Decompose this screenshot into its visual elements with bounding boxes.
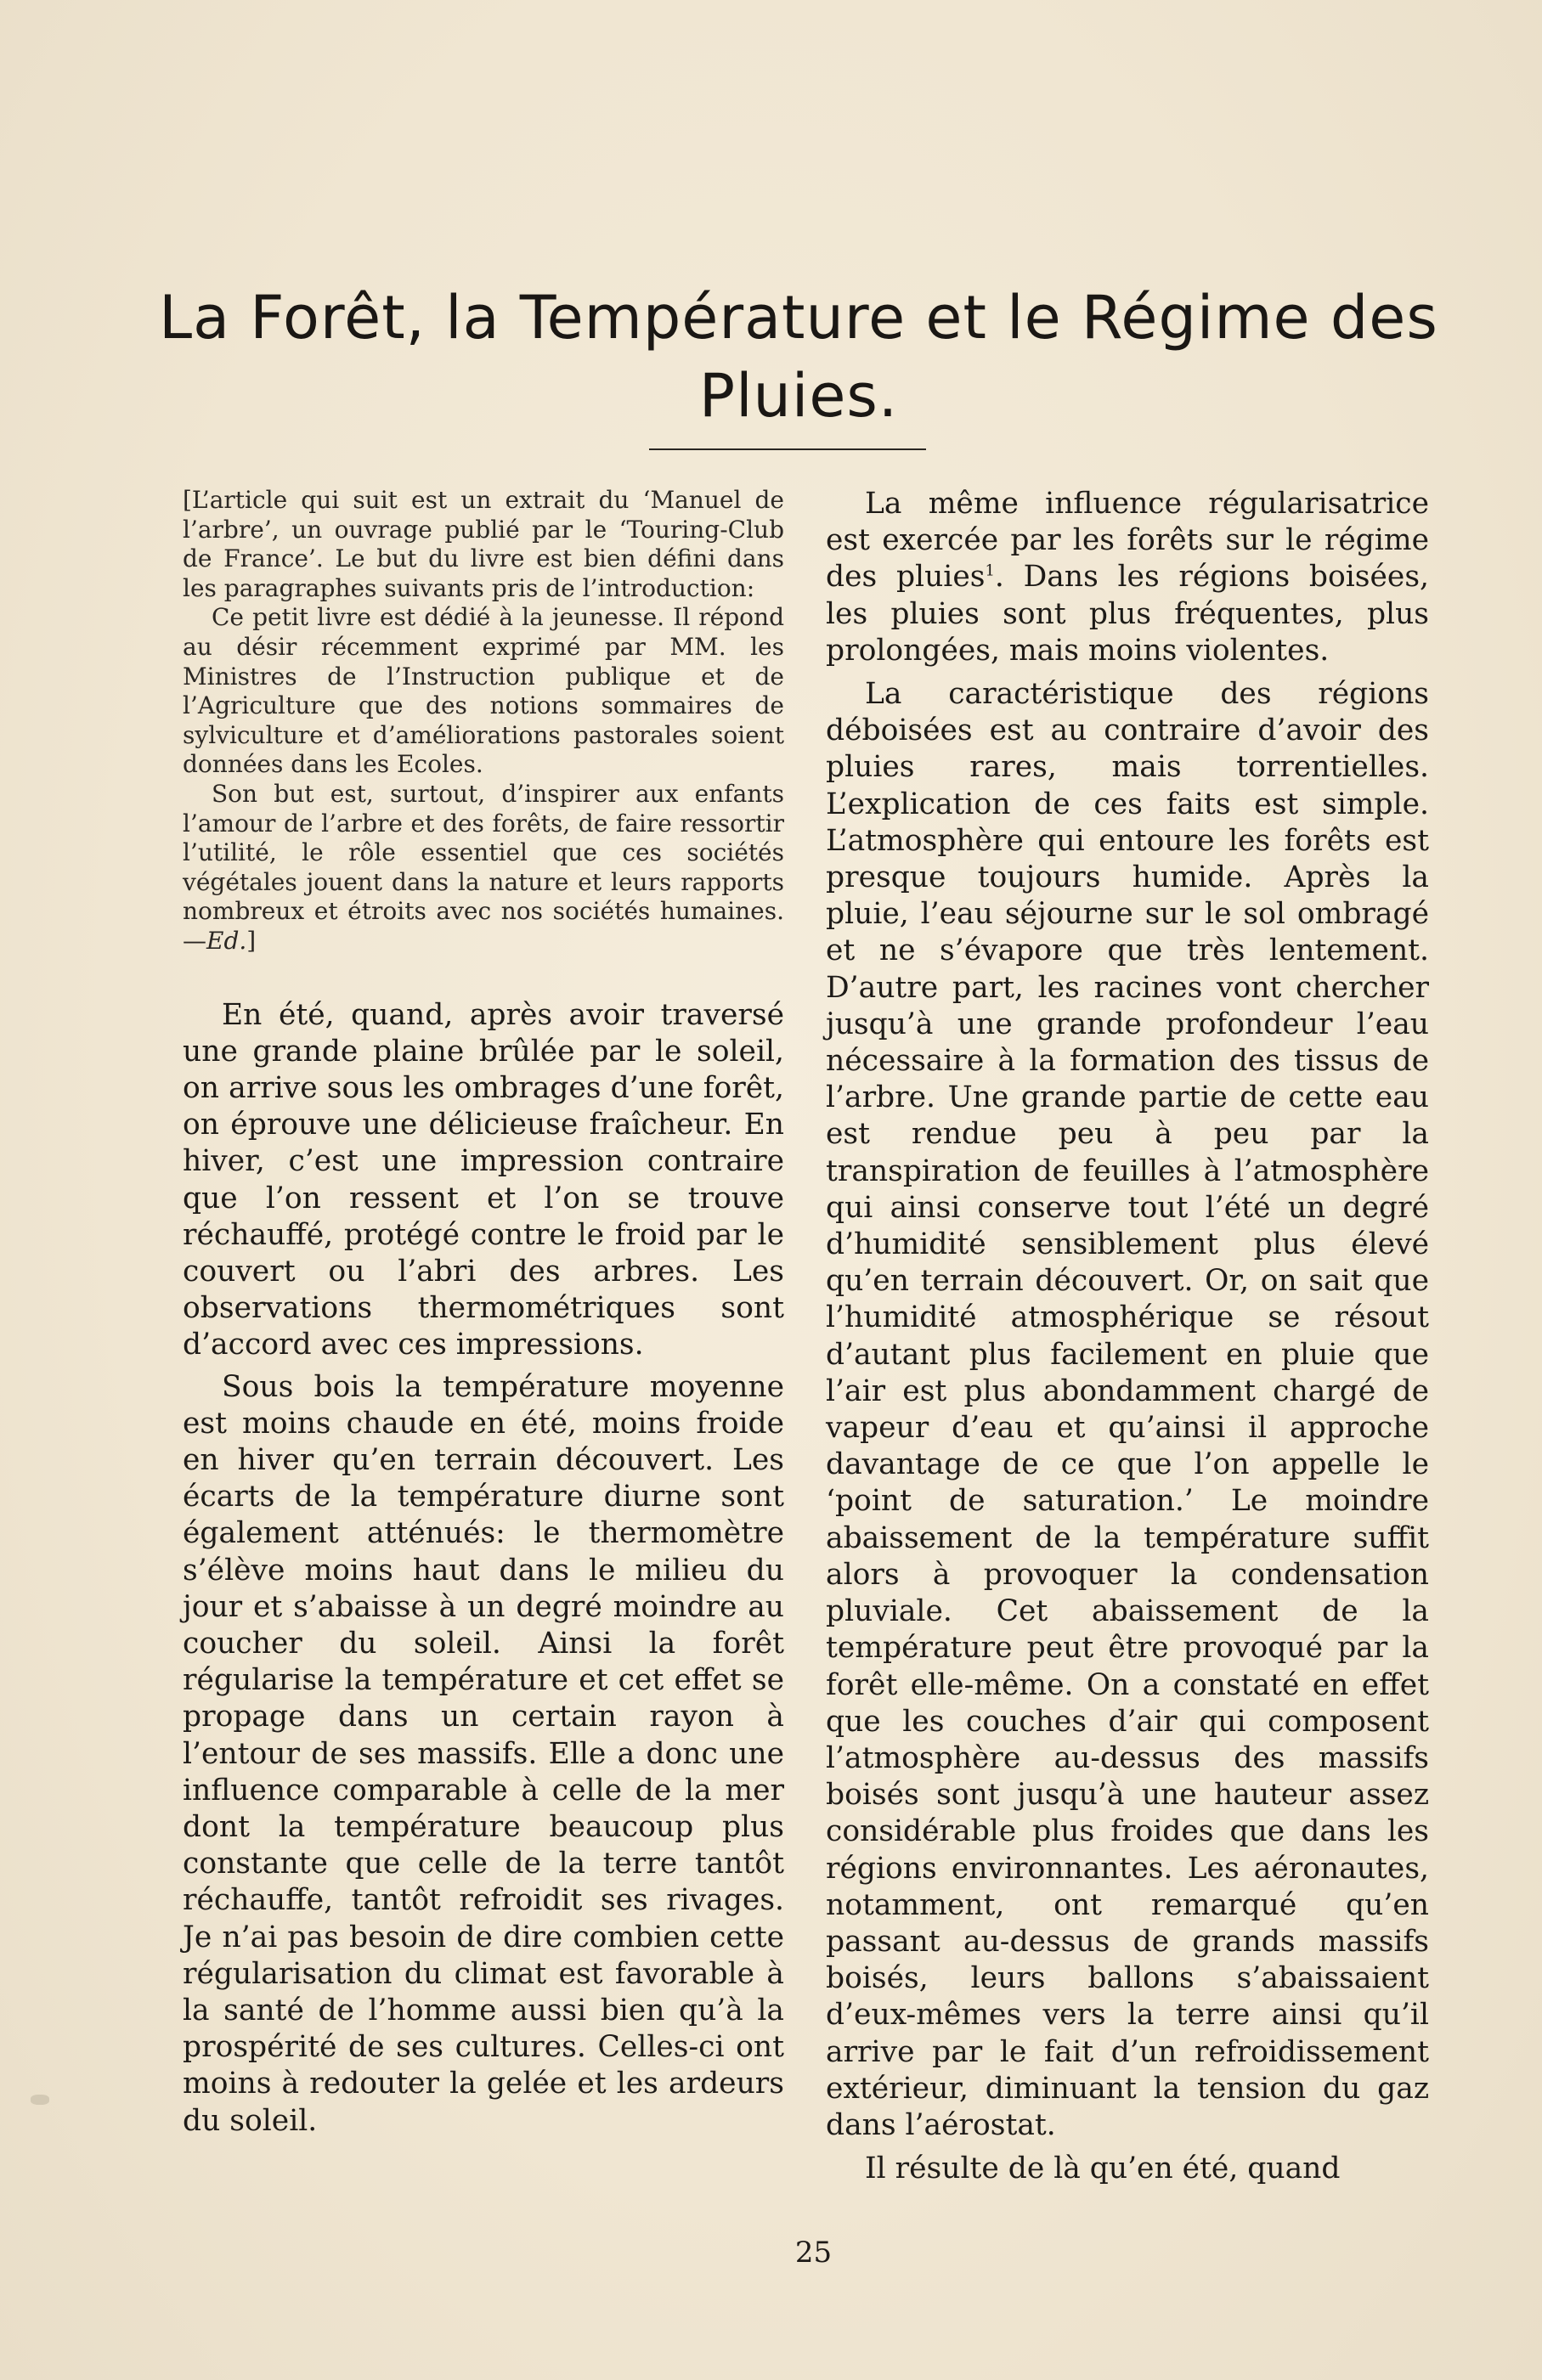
body-paragraph: En été, quand, après avoir traversé une grande plaine brûlée par le soleil, on arrive sous les ombrages d’une forêt, on éprouve une délicieuse fraîcheur. En hiver, c’est une impression contraire que l’on ressent et l’on se trouve réchauffé, protégé contre le froid par le couvert ou l’abri des arbres. Les observations thermométriques sont d’accord avec ces impressions.: [183, 997, 784, 1362]
left-column: [183, 486, 784, 2140]
body-paragraph: [826, 486, 1429, 669]
paper-blemish: [31, 2095, 49, 2105]
body-text: . Dans les régions boisées, les pluies sont plus fréquentes, plus prolongées, mais moins violentes.: [826, 560, 1429, 668]
title-divider: [649, 448, 926, 450]
editor-signature: Ed.: [206, 926, 247, 955]
editor-note-paragraph: [183, 780, 784, 956]
editor-note-bracket: ]: [246, 926, 257, 955]
editor-note-text: Son but est, surtout, d’inspirer aux enfants l’amour de l’arbre et des forêts, de faire ressortir l’utilité, le rôle essentiel que ces sociétés végétales jouent dans la nature et leurs rapports nombreux et étroits avec nos sociétés humaines.—: [183, 779, 784, 955]
editor-note-paragraph: Ce petit livre est dédié à la jeunesse. Il répond au désir récemment exprimé par MM. les Ministres de l’Instruction publique et de l’Agriculture que des notions sommaires de sylviculture et d’améliorations pastorales soient données dans les Ecoles.: [183, 603, 784, 779]
editor-note: [183, 486, 784, 956]
body-text: La même influence régularisatrice est exercée par les forêts sur le régime des pluies: [826, 487, 1429, 595]
left-body-text: [183, 997, 784, 2140]
body-paragraph: Il résulte de là qu’en été, quand: [865, 2152, 1341, 2186]
right-column: [826, 486, 1429, 2187]
editor-note-paragraph: [L’article qui suit est un extrait du ‘Manuel de l’arbre’, un ouvrage publié par le ‘Touring-Club de France’. Le but du livre est bien défini dans les paragraphes suivants pris de l’introduction:: [183, 486, 784, 602]
page-number: 25: [794, 2236, 833, 2270]
body-paragraph: Sous bois la température moyenne est moins chaude en été, moins froide en hiver qu’en terrain découvert. Les écarts de la température diurne sont également atténués: le thermomètre s’élève moins haut dans le milieu du jour et s’abaisse à un degré moindre au coucher du soleil. Ainsi la forêt régularise la température et cet effet se propage dans un certain rayon à l’entour de ses massifs. Elle a donc une influence comparable à celle de la mer dont la température beaucoup plus constante que celle de la terre tantôt réchauffe, tantôt refroidit ses rivages. Je n’ai pas besoin de dire combien cette régularisation du climat est favorable à la santé de l’homme aussi bien qu’à la prospérité de ses cultures. Celles-ci ont moins à redouter la gelée et les ardeurs du soleil.: [183, 1369, 784, 2138]
body-paragraph: La caractéristique des régions déboisées est au contraire d’avoir des pluies rares, mais torrentielles. L’explication de ces faits est simple. L’atmosphère qui entoure les forêts est presque toujours humide. Après la pluie, l’eau séjourne sur le sol ombragé et ne s’évapore que très lentement. D’autre part, les racines vont chercher jusqu’à une grande profondeur l’eau nécessaire à la formation des tissus de l’arbre. Une grande partie de cette eau est rendue peu à peu par la transpiration de feuilles à l’atmosphère qui ainsi conserve tout l’été un degré d’humidité sensiblement plus élevé qu’en terrain découvert. Or, on sait que l’humidité atmosphérique se résout d’autant plus facilement en pluie que l’air est plus abondamment chargé de vapeur d’eau et qu’ainsi il approche davantage de ce que l’on appelle le ‘point de saturation.’ Le moindre abaissement de la température suffit alors à provoquer la condensation pluviale. Cet abaissement de la température peut être provoqué par la forêt elle-même. On a constaté en effet que les couches d’air qui composent l’atmosphère au-dessus des massifs boisés sont jusqu’à une hauteur assez considérable plus froides que dans les régions environnantes. Les aéronautes, notamment, ont remarqué qu’en passant au-dessus de grands massifs boisés, leurs ballons s’abaissaient d’eux-mêmes vers la terre ainsi qu’il arrive par le fait d’un refroidissement extérieur, diminuant la tension du gaz dans l’aérostat.: [826, 677, 1429, 2142]
article-title: La Forêt, la Température et le Régime des Pluies.: [159, 283, 1438, 431]
footnote-mark: 1: [985, 561, 995, 580]
